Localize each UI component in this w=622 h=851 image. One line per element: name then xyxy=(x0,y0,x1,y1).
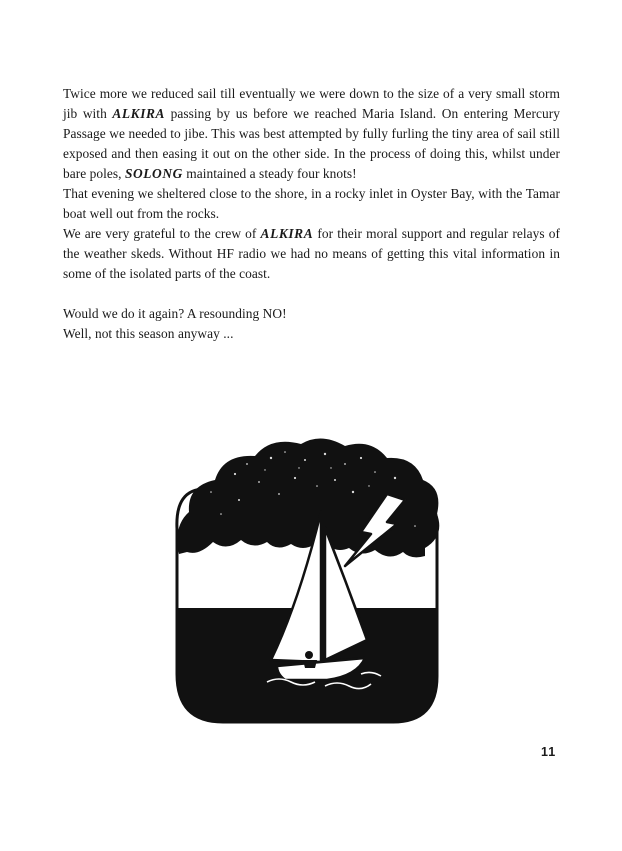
closing-question: Would we do it again? A resounding NO! xyxy=(63,306,287,321)
boat-name-solong: SOLONG xyxy=(124,166,183,181)
text-run: passing by us before we reached Maria Island. On entering Mercury Passage we needed to jibe. This was best attempted by fully furling the tiny area of sail still exposed and then easing it out on the other side. In the process of doing this, whilst under bare poles, xyxy=(63,106,560,181)
page-number: 11 xyxy=(541,745,557,759)
body-text xyxy=(63,84,560,344)
paragraph-storm-jib xyxy=(63,84,560,184)
sailing-storm-illustration xyxy=(175,434,440,724)
paragraph-gratitude xyxy=(63,224,560,284)
text-run: maintained a steady four knots! xyxy=(182,166,357,181)
boat-name-alkira: ALKIRA xyxy=(260,226,314,241)
text-run: Twice more we reduced sail till eventually we were down to the size of a very small storm jib with xyxy=(63,86,560,121)
boat-name-alkira: ALKIRA xyxy=(112,106,166,121)
paragraph-gap xyxy=(63,284,560,304)
closing-remark: Well, not this season anyway ... xyxy=(63,326,234,341)
text-run: We are very grateful to the crew of xyxy=(63,226,261,241)
text-run: for their moral support and regular relays of the weather skeds. Without HF radio we had no means of getting this vital information in some of the isolated parts of the coast. xyxy=(63,226,560,281)
paragraph-oyster-bay: That evening we sheltered close to the shore, in a rocky inlet in Oyster Bay, with the Tamar boat well out from the rocks. xyxy=(63,186,560,221)
